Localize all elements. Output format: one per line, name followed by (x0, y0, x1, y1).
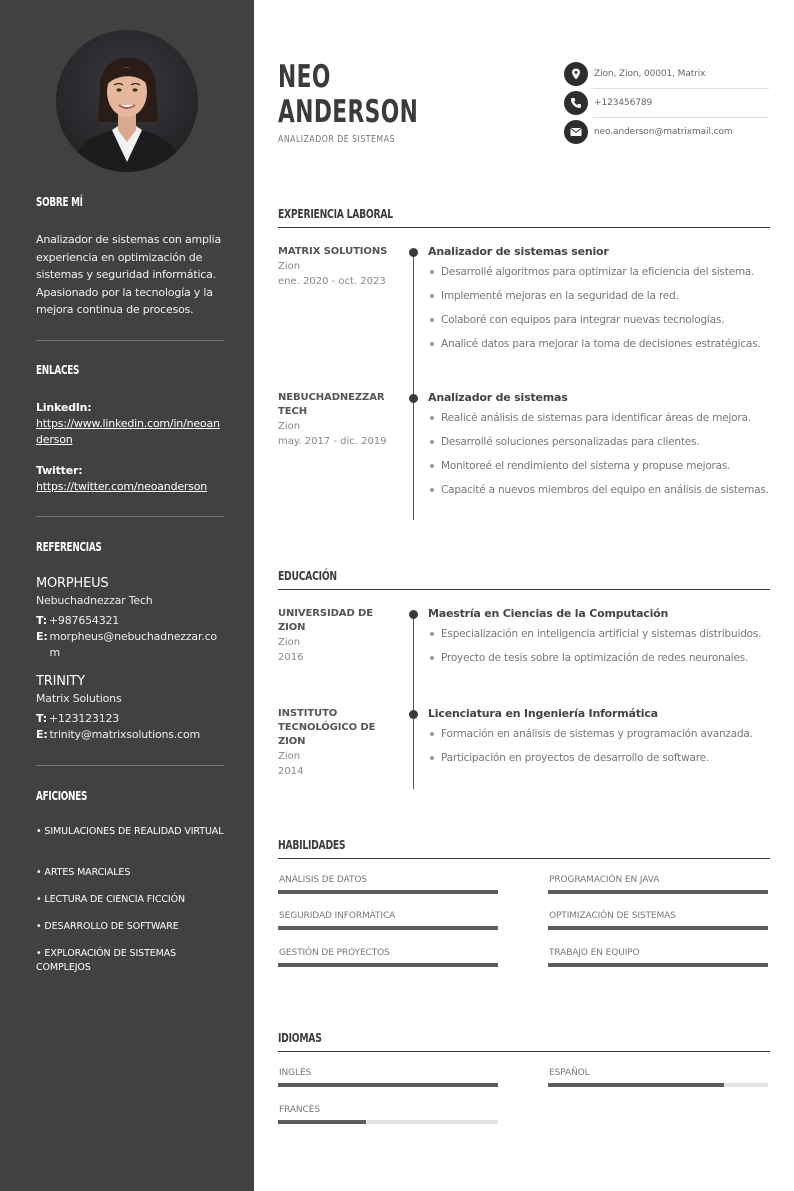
avatar (56, 30, 198, 172)
reference-morpheus (36, 575, 226, 661)
skill-item (278, 910, 498, 930)
education-school (278, 707, 398, 779)
skill-bar (278, 963, 498, 967)
hobby-item: • DESARROLLO DE SOFTWARE (36, 921, 179, 932)
language-bar (278, 1120, 498, 1124)
skill-item (548, 947, 768, 967)
skill-item (548, 910, 768, 930)
skill-bar (548, 926, 768, 930)
timeline-dot (409, 610, 418, 619)
language-item (278, 1067, 498, 1087)
linkedin-link[interactable]: https://www.linkedin.com/in/neoanderson (36, 417, 220, 446)
skill-label: ANÁLISIS DE DATOS (279, 875, 367, 885)
company-location: Zion (278, 261, 301, 272)
full-name (278, 60, 418, 130)
experience-role (428, 245, 770, 360)
reference-name: TRINITY (36, 674, 85, 689)
section-rule (278, 227, 770, 228)
school-location: Zion (278, 751, 301, 762)
timeline-dot (409, 710, 418, 719)
job-dates: ene. 2020 - oct. 2023 (278, 276, 386, 287)
bullet-item: Proyecto de tesis sobre la optimización de redes neuronales. (428, 650, 770, 666)
email-value: morpheus@nebuchadnezzar.com (49, 630, 217, 659)
skill-item (278, 947, 498, 967)
contact-phone-number: +123456789 (594, 98, 653, 108)
bullet-item: Desarrollé soluciones personalizadas para clientes. (428, 434, 770, 450)
link-linkedin (36, 400, 226, 448)
bullet-item: Colaboré con equipos para integrar nuevas tecnologías. (428, 312, 770, 328)
profile-photo (56, 30, 198, 172)
experience-company (278, 391, 398, 449)
experience-company (278, 245, 398, 289)
education-degree (428, 607, 770, 674)
skill-item (278, 874, 498, 894)
skill-bar (548, 963, 768, 967)
degree-title: Maestría en Ciencias de la Computación (428, 607, 669, 620)
language-bar-fill (278, 1120, 366, 1124)
link-label: LinkedIn: (36, 401, 92, 414)
timeline-dot (409, 248, 418, 257)
degree-title: Licenciatura en Ingeniería Informática (428, 707, 658, 720)
language-label: FRANCÉS (279, 1105, 320, 1115)
language-bar-fill (548, 1083, 724, 1087)
reference-company: Nebuchadnezzar Tech (36, 594, 153, 607)
skill-bar-fill (278, 890, 498, 894)
skill-label: PROGRAMACIÓN EN JAVA (549, 875, 660, 885)
about-text: Analizador de sistemas con amplia experiencia en optimización de sistemas y seguridad informática. Apasionado por la tecnología y la mejora continua de procesos. (36, 233, 222, 316)
link-label: Twitter: (36, 464, 83, 477)
reference-phone (36, 613, 226, 629)
divider (36, 765, 224, 766)
language-item (278, 1104, 498, 1124)
bullet-item: Capacité a nuevos miembros del equipo en análisis de sistemas. (428, 482, 770, 498)
about-title: SOBRE MÍ (36, 195, 83, 209)
reference-email (36, 629, 226, 661)
education-school (278, 607, 398, 665)
hobby-item: • LECTURA DE CIENCIA FICCIÓN (36, 894, 185, 905)
timeline-dot (409, 394, 418, 403)
hobby-item: • EXPLORACIÓN DE SISTEMAS COMPLEJOS (36, 948, 177, 973)
skill-label: GESTIÓN DE PROYECTOS (279, 948, 390, 958)
email-label: E: (36, 728, 48, 741)
hobbies-title: AFICIONES (36, 789, 88, 803)
skill-label: SEGURIDAD INFORMÁTICA (279, 911, 396, 921)
skill-bar-fill (548, 926, 768, 930)
experience-title: EXPERIENCIA LABORAL (278, 206, 393, 221)
skill-label: TRABAJO EN EQUIPO (549, 948, 640, 958)
reference-name: MORPHEUS (36, 576, 109, 591)
email-label: E: (36, 630, 48, 643)
twitter-link[interactable]: https://twitter.com/neoanderson (36, 480, 208, 493)
phone-value: +123123123 (48, 712, 120, 725)
first-name: NEO (278, 59, 331, 95)
phone-label: T: (36, 712, 47, 725)
skills-title: HABILIDADES (278, 837, 346, 852)
last-name: ANDERSON (278, 94, 419, 130)
section-rule (278, 858, 770, 859)
phone-icon (564, 91, 588, 115)
skill-label: OPTIMIZACIÓN DE SISTEMAS (549, 911, 676, 921)
job-title: ANALIZADOR DE SISTEMAS (278, 134, 395, 145)
company-name: MATRIX SOLUTIONS (278, 246, 388, 257)
reference-phone (36, 711, 226, 727)
school-year: 2016 (278, 652, 304, 663)
references-title: REFERENCIAS (36, 540, 102, 554)
skill-bar-fill (278, 926, 498, 930)
contact-email (564, 120, 769, 144)
phone-value: +987654321 (48, 614, 120, 627)
hobby-item: • ARTES MARCIALES (36, 867, 131, 878)
location-icon (564, 62, 588, 86)
contact-divider (593, 88, 769, 89)
role-bullets (428, 264, 770, 352)
reference-trinity (36, 673, 226, 743)
skill-bar-fill (548, 963, 768, 967)
education-degree (428, 707, 770, 774)
mail-icon (564, 120, 588, 144)
education-title: EDUCACIÓN (278, 568, 337, 583)
timeline-line (413, 251, 414, 520)
contact-phone (564, 91, 769, 115)
degree-bullets (428, 726, 770, 766)
language-item (548, 1067, 768, 1087)
link-twitter (36, 463, 226, 495)
timeline-line (413, 613, 414, 789)
hobby-item: • SIMULACIONES DE REALIDAD VIRTUAL (36, 826, 224, 837)
school-name: INSTITUTO TECNOLÓGICO DE ZION (278, 708, 376, 747)
skill-bar-fill (548, 890, 768, 894)
contact-divider (593, 117, 769, 118)
bullet-item: Especialización en inteligencia artificial y sistemas distribuidos. (428, 626, 770, 642)
reference-email (36, 727, 226, 743)
role-title: Analizador de sistemas (428, 391, 568, 404)
language-bar (278, 1083, 498, 1087)
contact-address: Zion, Zion, 00001, Matrix (594, 69, 706, 79)
bullet-item: Desarrollé algoritmos para optimizar la eficiencia del sistema. (428, 264, 770, 280)
language-label: INGLÉS (279, 1068, 312, 1078)
phone-label: T: (36, 614, 47, 627)
languages-title: IDIOMAS (278, 1030, 322, 1045)
sidebar (0, 0, 254, 1191)
bullet-item: Monitoreé el rendimiento del sistema y propuse mejoras. (428, 458, 770, 474)
language-label: ESPAÑOL (549, 1068, 590, 1078)
bullet-item: Analicé datos para mejorar la toma de decisiones estratégicas. (428, 336, 770, 352)
role-bullets (428, 410, 770, 498)
email-value: trinity@matrixsolutions.com (49, 728, 200, 741)
school-year: 2014 (278, 766, 304, 777)
skill-bar (278, 890, 498, 894)
experience-role (428, 391, 770, 506)
divider (36, 340, 224, 341)
divider (36, 516, 224, 517)
school-name: UNIVERSIDAD DE ZION (278, 608, 373, 633)
language-bar-fill (278, 1083, 498, 1087)
section-rule (278, 589, 770, 590)
school-location: Zion (278, 637, 301, 648)
bullet-item: Formación en análisis de sistemas y programación avanzada. (428, 726, 770, 742)
skill-bar (278, 926, 498, 930)
language-bar (548, 1083, 768, 1087)
bullet-item: Participación en proyectos de desarrollo de software. (428, 750, 770, 766)
skill-bar (548, 890, 768, 894)
contact-location (564, 62, 769, 86)
links-title: ENLACES (36, 363, 80, 377)
bullet-item: Realicé análisis de sistemas para identificar áreas de mejora. (428, 410, 770, 426)
company-location: Zion (278, 421, 301, 432)
reference-company: Matrix Solutions (36, 692, 122, 705)
job-dates: may. 2017 - dic. 2019 (278, 436, 387, 447)
skill-bar-fill (278, 963, 498, 967)
company-name: NEBUCHADNEZZAR TECH (278, 392, 385, 417)
role-title: Analizador de sistemas senior (428, 245, 609, 258)
degree-bullets (428, 626, 770, 666)
skill-item (548, 874, 768, 894)
bullet-item: Implementé mejoras en la seguridad de la red. (428, 288, 770, 304)
contact-email-address: neo.anderson@matrixmail.com (594, 127, 733, 137)
section-rule (278, 1051, 770, 1052)
